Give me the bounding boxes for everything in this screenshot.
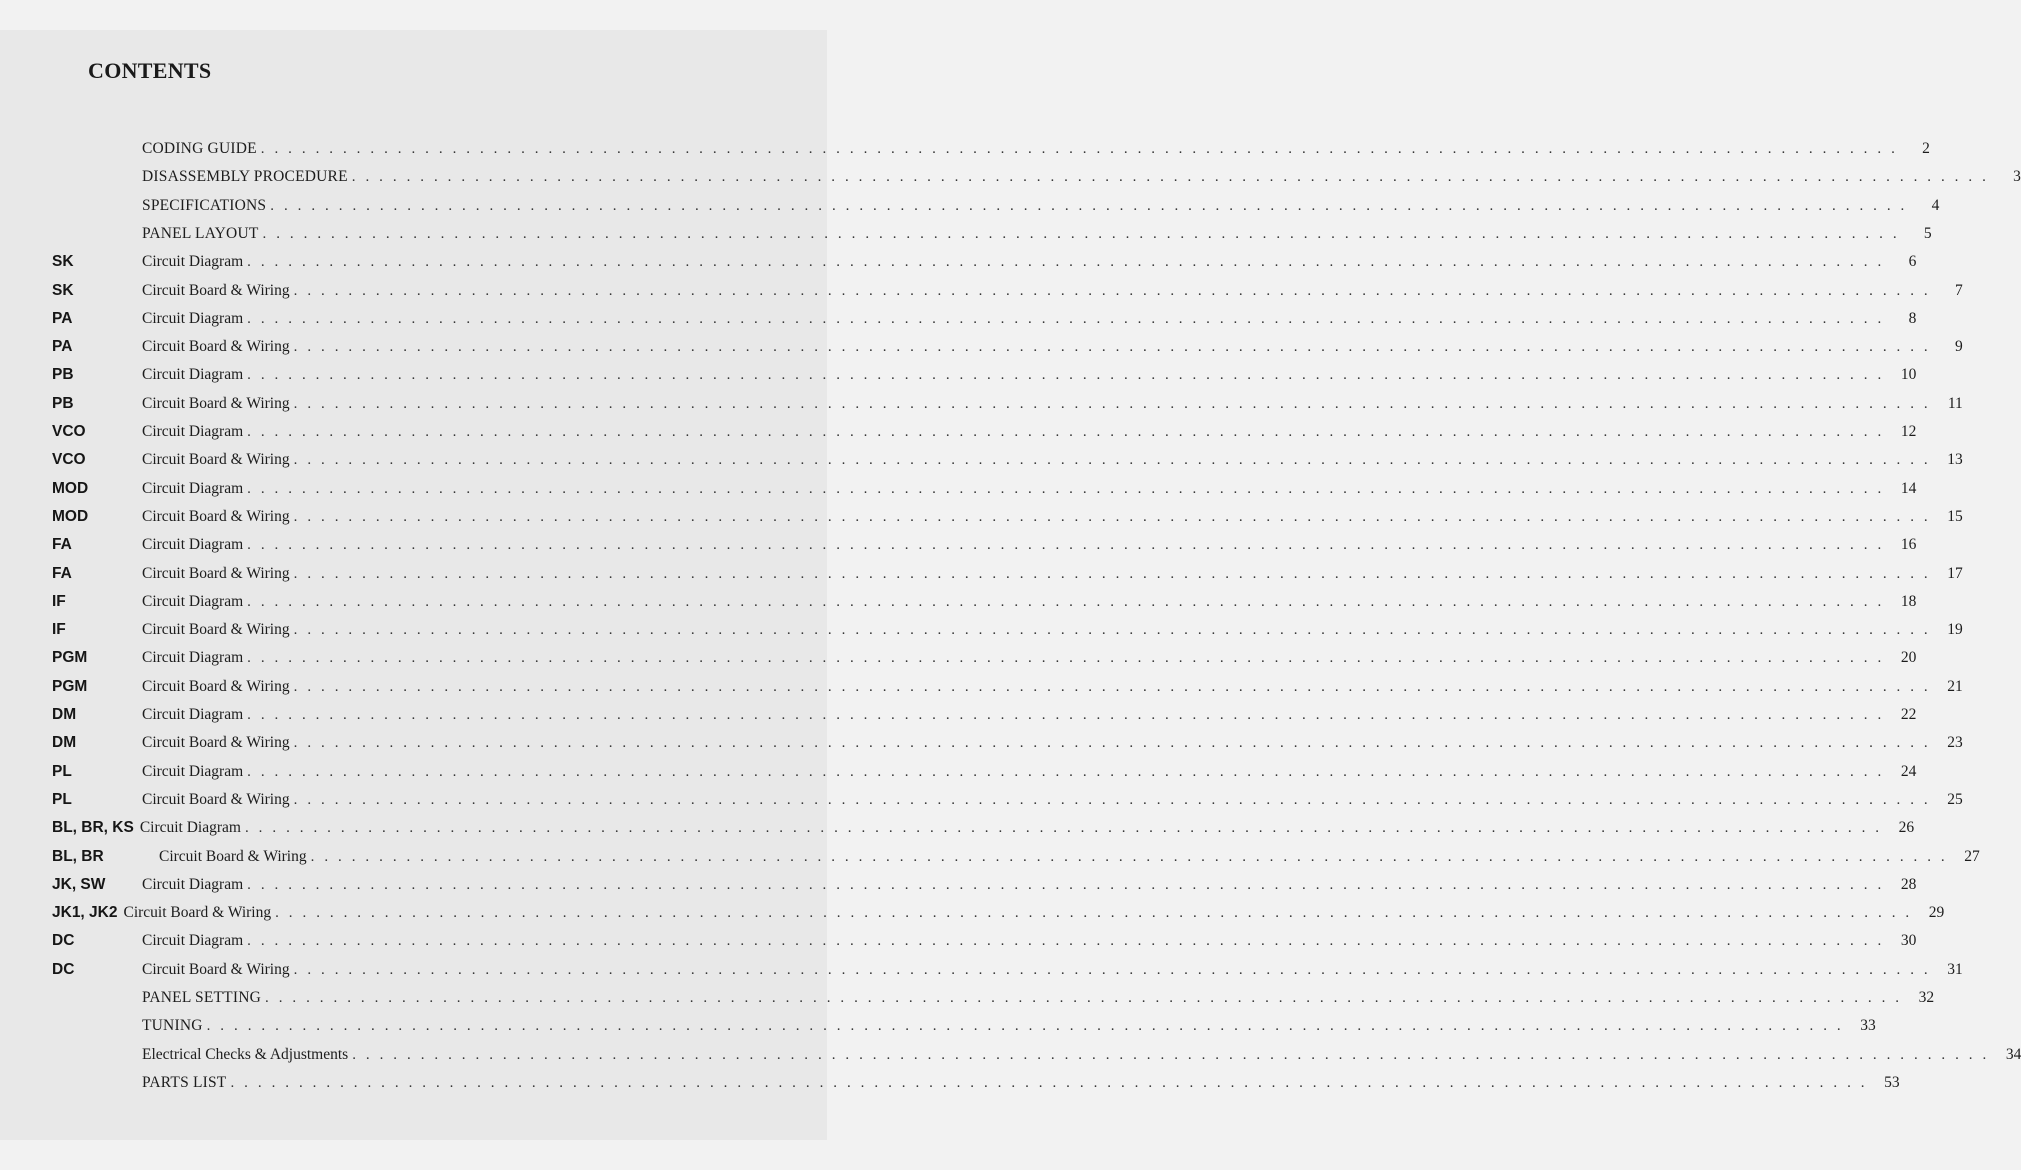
dot-leader: . . . . . . . . . . . . . . . . . . . . . . . . . . . . . . . . . . . . . . . . . . . . . . . . . . . . . . . . . . . . . . . . . . . . . . . . . . . . . . . . . . . . . . . . . . . . . . . . . . . . . . . . . . . . . . . . . . . . . . . . xyxy=(352,1046,1990,1063)
dot-leader: . . . . . . . . . . . . . . . . . . . . . . . . . . . . . . . . . . . . . . . . . . . . . . . . . . . . . . . . . . . . . . . . . . . . . . . . . . . . . . . . . . . . . . . . . . . . . . . . . . . . . . . . . . . . . . . . . . . . . . . . xyxy=(293,508,1931,525)
dot-leader: . . . . . . . . . . . . . . . . . . . . . . . . . . . . . . . . . . . . . . . . . . . . . . . . . . . . . . . . . . . . . . . . . . . . . . . . . . . . . . . . . . . . . . . . . . . . . . . . . . . . . . . . . . . . . . . . . . . . . . . . xyxy=(293,961,1931,978)
toc-page-number: 7 xyxy=(1955,281,1963,299)
toc-section-code: VCO xyxy=(52,451,86,469)
toc-section-code: JK1, JK2 xyxy=(52,904,118,922)
toc-entry-title: Circuit Board & Wiring xyxy=(142,960,290,978)
toc-entry-title: Circuit Diagram xyxy=(142,536,244,554)
dot-leader: . . . . . . . . . . . . . . . . . . . . . . . . . . . . . . . . . . . . . . . . . . . . . . . . . . . . . . . . . . . . . . . . . . . . . . . . . . . . . . . . . . . . . . . . . . . . . . . . . . . . . . . . . . . . . . . . . . . . . . . . xyxy=(247,933,1885,950)
toc-entry-title: Circuit Board & Wiring xyxy=(159,847,307,865)
toc-entry-title: Electrical Checks & Adjustments xyxy=(142,1045,349,1063)
toc-page-number: 5 xyxy=(1923,224,1932,242)
toc-section-code: VCO xyxy=(52,423,86,440)
toc-page-number: 11 xyxy=(1947,394,1963,412)
toc-page-number: 33 xyxy=(1860,1017,1876,1035)
toc-section-code: PA xyxy=(52,338,73,356)
toc-section-code: MOD xyxy=(52,479,89,497)
toc-entry xyxy=(52,247,1917,271)
toc-page-number: 15 xyxy=(1947,507,1963,525)
toc-section-code: DC xyxy=(52,932,75,950)
dot-leader: . . . . . . . . . . . . . . . . . . . . . . . . . . . . . . . . . . . . . . . . . . . . . . . . . . . . . . . . . . . . . . . . . . . . . . . . . . . . . . . . . . . . . . . . . . . . . . . . . . . . . . . . . . . . . . . . . . . . . . . . xyxy=(247,876,1885,893)
toc-page-number: 20 xyxy=(1900,649,1917,667)
toc-entry xyxy=(52,559,1963,583)
toc-section-code: PL xyxy=(52,790,72,808)
toc-entry xyxy=(52,785,1963,809)
dot-leader: . . . . . . . . . . . . . . . . . . . . . . . . . . . . . . . . . . . . . . . . . . . . . . . . . . . . . . . . . . . . . . . . . . . . . . . . . . . . . . . . . . . . . . . . . . . . . . . . . . . . . . . . . . . . . . . . . . . . . . . . xyxy=(310,848,1948,865)
toc-entry-title: Circuit Board & Wiring xyxy=(142,394,290,412)
toc-entry-title: Circuit Diagram xyxy=(142,649,244,667)
toc-page-number: 30 xyxy=(1900,932,1917,950)
toc-entry xyxy=(52,304,1917,328)
dot-leader: . . . . . . . . . . . . . . . . . . . . . . . . . . . . . . . . . . . . . . . . . . . . . . . . . . . . . . . . . . . . . . . . . . . . . . . . . . . . . . . . . . . . . . . . . . . . . . . . . . . . . . . . . . . . . . . . . . . . . . . . xyxy=(293,395,1931,412)
dot-leader: . . . . . . . . . . . . . . . . . . . . . . . . . . . . . . . . . . . . . . . . . . . . . . . . . . . . . . . . . . . . . . . . . . . . . . . . . . . . . . . . . . . . . . . . . . . . . . . . . . . . . . . . . . . . . . . . . . . . . . . . xyxy=(293,282,1931,299)
toc-entry xyxy=(52,191,1940,215)
dot-leader: . . . . . . . . . . . . . . . . . . . . . . . . . . . . . . . . . . . . . . . . . . . . . . . . . . . . . . . . . . . . . . . . . . . . . . . . . . . . . . . . . . . . . . . . . . . . . . . . . . . . . . . . . . . . . . . . . . . . . . . . xyxy=(293,791,1931,808)
toc-section-code: JK, SW xyxy=(52,875,106,893)
toc-entry-title: Circuit Board & Wiring xyxy=(123,904,272,922)
dot-leader: . . . . . . . . . . . . . . . . . . . . . . . . . . . . . . . . . . . . . . . . . . . . . . . . . . . . . . . . . . . . . . . . . . . . . . . . . . . . . . . . . . . . . . . . . . . . . . . . . . . . . . . . . . . . . . . . . . . . . . . . xyxy=(247,367,1885,384)
toc-section-code: DC xyxy=(52,960,75,978)
toc-section-code: DM xyxy=(52,706,77,723)
toc-entry-title: TUNING xyxy=(142,1017,203,1035)
toc-entry-title: Circuit Diagram xyxy=(142,706,244,723)
toc-page-number: 28 xyxy=(1900,875,1917,893)
dot-leader: . . . . . . . . . . . . . . . . . . . . . . . . . . . . . . . . . . . . . . . . . . . . . . . . . . . . . . . . . . . . . . . . . . . . . . . . . . . . . . . . . . . . . . . . . . . . . . . . . . . . . . . . . . . . . . . . . . . . . . . . xyxy=(293,452,1931,469)
dot-leader: . . . . . . . . . . . . . . . . . . . . . . . . . . . . . . . . . . . . . . . . . . . . . . . . . . . . . . . . . . . . . . . . . . . . . . . . . . . . . . . . . . . . . . . . . . . . . . . . . . . . . . . . . . . . . . . . . . . . . . . . xyxy=(293,622,1931,639)
toc-page-number: 12 xyxy=(1900,423,1917,440)
toc-page-number: 2 xyxy=(1922,140,1930,157)
toc-entry-title: Circuit Board & Wiring xyxy=(142,507,290,525)
toc-page-number: 31 xyxy=(1947,960,1963,978)
dot-leader: . . . . . . . . . . . . . . . . . . . . . . . . . . . . . . . . . . . . . . . . . . . . . . . . . . . . . . . . . . . . . . . . . . . . . . . . . . . . . . . . . . . . . . . . . . . . . . . . . . . . . . . . . . . . . . . . . . . . . . . . xyxy=(244,820,1883,837)
toc-entry-title: PARTS LIST xyxy=(142,1073,227,1091)
dot-leader: . . . . . . . . . . . . . . . . . . . . . . . . . . . . . . . . . . . . . . . . . . . . . . . . . . . . . . . . . . . . . . . . . . . . . . . . . . . . . . . . . . . . . . . . . . . . . . . . . . . . . . . . . . . . . . . . . . . . . . . . xyxy=(293,339,1931,356)
toc-page-number: 14 xyxy=(1900,479,1917,497)
toc-page-number: 27 xyxy=(1964,847,1980,865)
toc-entry xyxy=(52,700,1917,724)
toc-entry-title: PANEL SETTING xyxy=(142,989,261,1006)
toc-entry xyxy=(52,813,1915,837)
toc-entry xyxy=(52,389,1963,413)
toc-section-code: IF xyxy=(52,592,66,610)
toc-section-code: IF xyxy=(52,621,66,639)
toc-entry-title: Circuit Board & Wiring xyxy=(142,338,290,356)
dot-leader: . . . . . . . . . . . . . . . . . . . . . . . . . . . . . . . . . . . . . . . . . . . . . . . . . . . . . . . . . . . . . . . . . . . . . . . . . . . . . . . . . . . . . . . . . . . . . . . . . . . . . . . . . . . . . . . . . . . . . . . . xyxy=(270,197,1908,214)
toc-entry xyxy=(52,672,1963,696)
toc-entry-title: CODING GUIDE xyxy=(142,140,257,157)
toc-section-code: PGM xyxy=(52,649,88,667)
page-title: CONTENTS xyxy=(88,58,212,83)
toc-entry-title: Circuit Diagram xyxy=(142,309,244,327)
toc-entry-title: Circuit Diagram xyxy=(142,592,244,610)
toc-entry-title: SPECIFICATIONS xyxy=(142,196,267,214)
toc-entry xyxy=(52,870,1917,894)
dot-leader: . . . . . . . . . . . . . . . . . . . . . . . . . . . . . . . . . . . . . . . . . . . . . . . . . . . . . . . . . . . . . . . . . . . . . . . . . . . . . . . . . . . . . . . . . . . . . . . . . . . . . . . . . . . . . . . . . . . . . . . . xyxy=(247,480,1885,497)
toc-page-number: 25 xyxy=(1947,790,1963,808)
dot-leader: . . . . . . . . . . . . . . . . . . . . . . . . . . . . . . . . . . . . . . . . . . . . . . . . . . . . . . . . . . . . . . . . . . . . . . . . . . . . . . . . . . . . . . . . . . . . . . . . . . . . . . . . . . . . . . . . . . . . . . . . xyxy=(260,141,1898,157)
toc-page-number: 17 xyxy=(1947,564,1963,582)
dot-leader: . . . . . . . . . . . . . . . . . . . . . . . . . . . . . . . . . . . . . . . . . . . . . . . . . . . . . . . . . . . . . . . . . . . . . . . . . . . . . . . . . . . . . . . . . . . . . . . . . . . . . . . . . . . . . . . . . . . . . . . . xyxy=(247,254,1885,271)
toc-page-number: 9 xyxy=(1955,338,1963,356)
toc-entry-title: Circuit Diagram xyxy=(142,253,244,271)
toc-page-number: 18 xyxy=(1900,592,1917,610)
dot-leader: . . . . . . . . . . . . . . . . . . . . . . . . . . . . . . . . . . . . . . . . . . . . . . . . . . . . . . . . . . . . . . . . . . . . . . . . . . . . . . . . . . . . . . . . . . . . . . . . . . . . . . . . . . . . . . . . . . . . . . . . xyxy=(247,537,1885,554)
toc-section-code: BL, BR, KS xyxy=(52,819,134,837)
toc-page-number: 4 xyxy=(1931,196,1940,214)
toc-entry xyxy=(52,983,1935,1007)
toc-entry-title: Circuit Board & Wiring xyxy=(142,677,290,695)
dot-leader: . . . . . . . . . . . . . . . . . . . . . . . . . . . . . . . . . . . . . . . . . . . . . . . . . . . . . . . . . . . . . . . . . . . . . . . . . . . . . . . . . . . . . . . . . . . . . . . . . . . . . . . . . . . . . . . . . . . . . . . . xyxy=(247,650,1885,667)
dot-leader: . . . . . . . . . . . . . . . . . . . . . . . . . . . . . . . . . . . . . . . . . . . . . . . . . . . . . . . . . . . . . . . . . . . . . . . . . . . . . . . . . . . . . . . . . . . . . . . . . . . . . . . . . . . . . . . . . . . . . . . . xyxy=(230,1074,1868,1091)
toc-entry xyxy=(52,842,1980,866)
toc-entry xyxy=(52,360,1917,384)
toc-page-number: 3 xyxy=(2013,168,2021,186)
toc-page-number: 10 xyxy=(1900,366,1917,384)
toc-entry-title: Circuit Board & Wiring xyxy=(142,451,290,469)
dot-leader: . . . . . . . . . . . . . . . . . . . . . . . . . . . . . . . . . . . . . . . . . . . . . . . . . . . . . . . . . . . . . . . . . . . . . . . . . . . . . . . . . . . . . . . . . . . . . . . . . . . . . . . . . . . . . . . . . . . . . . . . xyxy=(351,169,1989,186)
dot-leader: . . . . . . . . . . . . . . . . . . . . . . . . . . . . . . . . . . . . . . . . . . . . . . . . . . . . . . . . . . . . . . . . . . . . . . . . . . . . . . . . . . . . . . . . . . . . . . . . . . . . . . . . . . . . . . . . . . . . . . . . xyxy=(247,310,1885,327)
dot-leader: . . . . . . . . . . . . . . . . . . . . . . . . . . . . . . . . . . . . . . . . . . . . . . . . . . . . . . . . . . . . . . . . . . . . . . . . . . . . . . . . . . . . . . . . . . . . . . . . . . . . . . . . . . . . . . . . . . . . . . . . xyxy=(275,905,1913,922)
toc-page-number: 23 xyxy=(1947,734,1963,752)
dot-leader: . . . . . . . . . . . . . . . . . . . . . . . . . . . . . . . . . . . . . . . . . . . . . . . . . . . . . . . . . . . . . . . . . . . . . . . . . . . . . . . . . . . . . . . . . . . . . . . . . . . . . . . . . . . . . . . . . . . . . . . . xyxy=(293,678,1931,695)
toc-entry-title: DISASSEMBLY PROCEDURE xyxy=(142,168,348,186)
toc-page-number: 8 xyxy=(1908,309,1917,327)
toc-entry xyxy=(52,502,1963,526)
dot-leader: . . . . . . . . . . . . . . . . . . . . . . . . . . . . . . . . . . . . . . . . . . . . . . . . . . . . . . . . . . . . . . . . . . . . . . . . . . . . . . . . . . . . . . . . . . . . . . . . . . . . . . . . . . . . . . . . . . . . . . . . xyxy=(247,424,1885,440)
toc-entry xyxy=(52,332,1963,356)
toc-section-code: PB xyxy=(52,394,74,412)
toc-entry xyxy=(52,276,1963,300)
dot-leader: . . . . . . . . . . . . . . . . . . . . . . . . . . . . . . . . . . . . . . . . . . . . . . . . . . . . . . . . . . . . . . . . . . . . . . . . . . . . . . . . . . . . . . . . . . . . . . . . . . . . . . . . . . . . . . . . . . . . . . . . xyxy=(247,763,1885,780)
toc-entry-title: Circuit Diagram xyxy=(142,932,244,950)
toc-entry xyxy=(52,955,1963,979)
toc-section-code: FA xyxy=(52,564,72,582)
toc-page-number: 32 xyxy=(1918,989,1935,1006)
dot-leader: . . . . . . . . . . . . . . . . . . . . . . . . . . . . . . . . . . . . . . . . . . . . . . . . . . . . . . . . . . . . . . . . . . . . . . . . . . . . . . . . . . . . . . . . . . . . . . . . . . . . . . . . . . . . . . . . . . . . . . . . xyxy=(247,593,1885,610)
toc-entry xyxy=(52,530,1917,554)
toc-entry xyxy=(52,134,1930,158)
toc-section-code: FA xyxy=(52,536,72,554)
toc-entry xyxy=(52,926,1917,950)
toc-entry xyxy=(52,757,1917,781)
toc-entry xyxy=(52,1040,2021,1064)
toc-page-number: 6 xyxy=(1908,253,1917,271)
dot-leader: . . . . . . . . . . . . . . . . . . . . . . . . . . . . . . . . . . . . . . . . . . . . . . . . . . . . . . . . . . . . . . . . . . . . . . . . . . . . . . . . . . . . . . . . . . . . . . . . . . . . . . . . . . . . . . . . . . . . . . . . xyxy=(262,225,1900,242)
toc-entry xyxy=(52,417,1917,441)
toc-entry xyxy=(52,219,1932,243)
toc-page-number: 22 xyxy=(1900,706,1917,723)
toc-page-number: 19 xyxy=(1947,621,1963,639)
toc-section-code: DM xyxy=(52,734,77,752)
toc-entry xyxy=(52,587,1917,611)
toc-section-code: PA xyxy=(52,309,73,327)
toc-page-number: 16 xyxy=(1900,536,1917,554)
toc-entry-title: PANEL LAYOUT xyxy=(142,224,259,242)
toc-entry-title: Circuit Diagram xyxy=(142,423,244,440)
toc-entry xyxy=(52,474,1917,498)
dot-leader: . . . . . . . . . . . . . . . . . . . . . . . . . . . . . . . . . . . . . . . . . . . . . . . . . . . . . . . . . . . . . . . . . . . . . . . . . . . . . . . . . . . . . . . . . . . . . . . . . . . . . . . . . . . . . . . . . . . . . . . . xyxy=(265,990,1903,1006)
dot-leader: . . . . . . . . . . . . . . . . . . . . . . . . . . . . . . . . . . . . . . . . . . . . . . . . . . . . . . . . . . . . . . . . . . . . . . . . . . . . . . . . . . . . . . . . . . . . . . . . . . . . . . . . . . . . . . . . . . . . . . . . xyxy=(293,735,1931,752)
toc-page-number: 53 xyxy=(1884,1073,1900,1091)
dot-leader: . . . . . . . . . . . . . . . . . . . . . . . . . . . . . . . . . . . . . . . . . . . . . . . . . . . . . . . . . . . . . . . . . . . . . . . . . . . . . . . . . . . . . . . . . . . . . . . . . . . . . . . . . . . . . . . . . . . . . . . . xyxy=(293,565,1931,582)
toc-entry-title: Circuit Board & Wiring xyxy=(142,564,290,582)
toc-entry xyxy=(52,445,1963,469)
toc-page-number: 24 xyxy=(1900,762,1917,780)
toc-page-number: 13 xyxy=(1947,451,1963,469)
toc-entry-title: Circuit Board & Wiring xyxy=(142,281,290,299)
toc-section-code: PL xyxy=(52,762,72,780)
toc-entry xyxy=(52,1011,1876,1035)
toc-entry-title: Circuit Diagram xyxy=(142,762,244,780)
toc-page-number: 26 xyxy=(1898,819,1915,837)
toc-entry xyxy=(52,162,2021,186)
dot-leader: . . . . . . . . . . . . . . . . . . . . . . . . . . . . . . . . . . . . . . . . . . . . . . . . . . . . . . . . . . . . . . . . . . . . . . . . . . . . . . . . . . . . . . . . . . . . . . . . . . . . . . . . . . . . . . . . . . . . . . . . xyxy=(247,707,1885,723)
toc-section-code: PB xyxy=(52,366,74,384)
toc-entry xyxy=(52,898,1945,922)
toc-entry-title: Circuit Board & Wiring xyxy=(142,734,290,752)
toc-page-number: 29 xyxy=(1928,904,1945,922)
toc-entry xyxy=(52,728,1963,752)
toc-entry xyxy=(52,643,1917,667)
toc-page-number: 34 xyxy=(2005,1045,2021,1063)
toc-section-code: MOD xyxy=(52,507,89,525)
toc-entry-title: Circuit Diagram xyxy=(142,875,244,893)
toc-entry xyxy=(52,615,1963,639)
toc-section-code: SK xyxy=(52,281,74,299)
toc-page-number: 21 xyxy=(1947,677,1963,695)
toc-entry-title: Circuit Board & Wiring xyxy=(142,621,290,639)
toc-section-code: SK xyxy=(52,253,74,271)
toc-entry-title: Circuit Board & Wiring xyxy=(142,790,290,808)
toc-entry xyxy=(52,1068,1900,1092)
toc-entry-title: Circuit Diagram xyxy=(142,479,244,497)
toc-entry-title: Circuit Diagram xyxy=(139,819,241,837)
dot-leader: . . . . . . . . . . . . . . . . . . . . . . . . . . . . . . . . . . . . . . . . . . . . . . . . . . . . . . . . . . . . . . . . . . . . . . . . . . . . . . . . . . . . . . . . . . . . . . . . . . . . . . . . . . . . . . . . . . . . . . . . xyxy=(206,1018,1844,1035)
toc-section-code: PGM xyxy=(52,677,88,695)
toc-section-code: BL, BR xyxy=(52,847,104,865)
toc-entry-title: Circuit Diagram xyxy=(142,366,244,384)
